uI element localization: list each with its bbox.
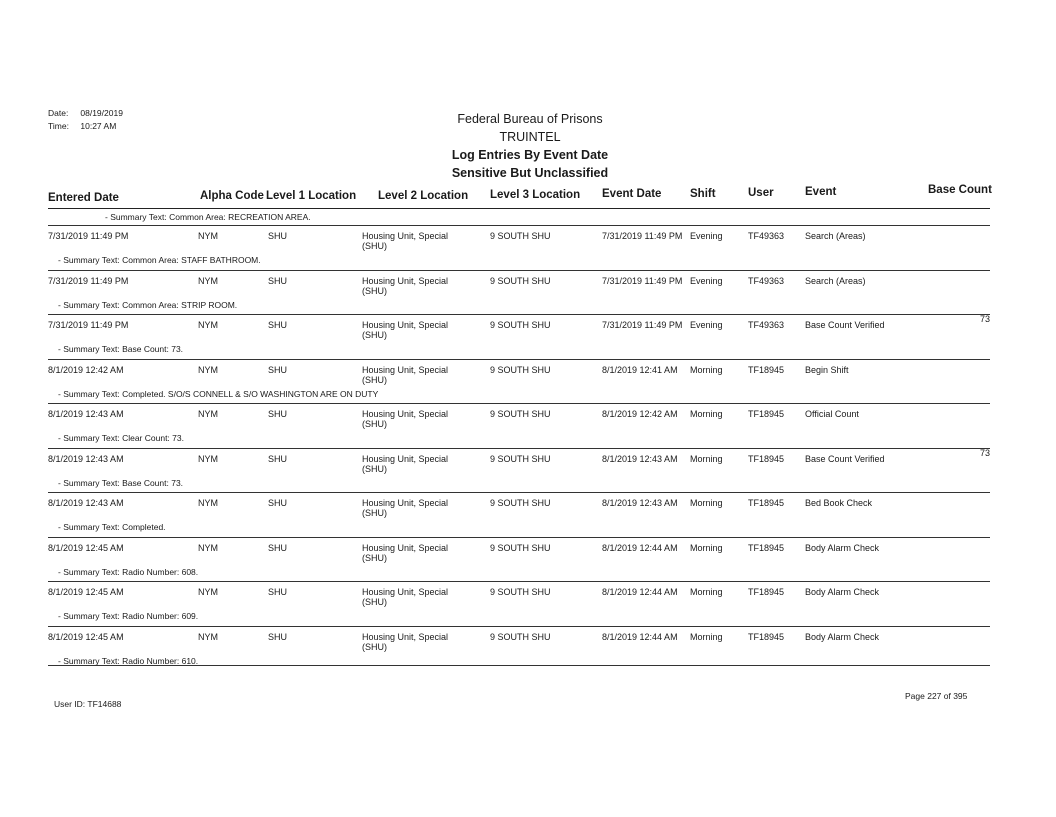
cell-level2-location: Housing Unit, Special (SHU) xyxy=(362,320,449,340)
cell-event: Body Alarm Check xyxy=(805,543,880,553)
table-row xyxy=(48,448,990,482)
col-alpha-code: Alpha Code xyxy=(200,190,264,202)
cell-event: Base Count Verified xyxy=(805,320,885,330)
cell-level3-location: 9 SOUTH SHU xyxy=(490,276,551,286)
cell-base-count: 73 xyxy=(979,314,990,324)
cell-level3-location: 9 SOUTH SHU xyxy=(490,632,551,642)
row-divider xyxy=(48,270,990,271)
time-value: 10:27 AM xyxy=(80,121,117,131)
cell-level3-location: 9 SOUTH SHU xyxy=(490,231,551,241)
date-label: Date: xyxy=(48,108,69,118)
cell-level1-location: SHU xyxy=(268,632,288,642)
cell-level2-location: Housing Unit, Special (SHU) xyxy=(362,276,449,296)
cell-entered-date: 8/1/2019 12:43 AM xyxy=(48,498,124,508)
summary-text: - Summary Text: Common Area: STRIP ROOM. xyxy=(58,300,238,310)
cell-alpha-code: NYM xyxy=(198,231,218,241)
cell-alpha-code: NYM xyxy=(198,276,218,286)
row-divider xyxy=(48,359,990,360)
cell-shift: Morning xyxy=(690,543,723,553)
title-report-name: Log Entries By Event Date xyxy=(451,148,609,162)
cell-shift: Morning xyxy=(690,498,723,508)
cell-level1-location: SHU xyxy=(268,587,288,597)
cell-base-count: 73 xyxy=(979,448,990,458)
row-divider xyxy=(48,448,990,449)
cell-alpha-code: NYM xyxy=(198,409,218,419)
summary-text: - Summary Text: Clear Count: 73. xyxy=(58,433,184,443)
cell-user: TF49363 xyxy=(748,231,785,241)
user-id-value: TF14688 xyxy=(87,699,122,709)
cell-entered-date: 7/31/2019 11:49 PM xyxy=(48,320,129,330)
cell-alpha-code: NYM xyxy=(198,320,218,330)
page-number: Page 227 of 395 xyxy=(905,691,968,701)
summary-text: - Summary Text: Completed. S/O/S CONNELL & S/O WASHINGTON ARE ON DUTY xyxy=(58,389,379,399)
summary-text: - Summary Text: Radio Number: 610. xyxy=(58,656,199,666)
cell-level1-location: SHU xyxy=(268,365,288,375)
summary-text: - Summary Text: Base Count: 73. xyxy=(58,478,184,488)
col-event-date: Event Date xyxy=(602,188,662,200)
cell-entered-date: 8/1/2019 12:42 AM xyxy=(48,365,124,375)
date-value: 08/19/2019 xyxy=(80,108,123,118)
table-header xyxy=(48,186,990,208)
cell-event-date: 8/1/2019 12:44 AM xyxy=(602,587,678,597)
row-divider xyxy=(48,581,990,582)
row-divider xyxy=(48,314,990,315)
cell-entered-date: 8/1/2019 12:43 AM xyxy=(48,454,124,464)
cell-event-date: 7/31/2019 11:49 PM xyxy=(602,320,683,330)
summary-text: - Summary Text: Base Count: 73. xyxy=(58,344,184,354)
cell-event-date: 7/31/2019 11:49 PM xyxy=(602,231,683,241)
table-row xyxy=(48,492,990,526)
table-end-divider xyxy=(48,665,990,666)
table-row xyxy=(48,626,990,660)
cell-alpha-code: NYM xyxy=(198,498,218,508)
cell-alpha-code: NYM xyxy=(198,587,218,597)
col-event: Event xyxy=(805,186,837,198)
table-row xyxy=(48,359,990,393)
cell-level1-location: SHU xyxy=(268,543,288,553)
cell-level3-location: 9 SOUTH SHU xyxy=(490,409,551,419)
row-divider xyxy=(48,626,990,627)
cell-shift: Evening xyxy=(690,276,723,286)
cell-event: Begin Shift xyxy=(805,365,849,375)
col-level3: Level 3 Location xyxy=(490,189,581,201)
cell-event-date: 8/1/2019 12:42 AM xyxy=(602,409,678,419)
row-divider xyxy=(48,492,990,493)
cell-event-date: 8/1/2019 12:44 AM xyxy=(602,632,678,642)
report-time xyxy=(48,121,116,131)
cell-alpha-code: NYM xyxy=(198,454,218,464)
cell-level3-location: 9 SOUTH SHU xyxy=(490,320,551,330)
table-row xyxy=(48,314,990,348)
col-level1: Level 1 Location xyxy=(266,190,357,202)
cell-level2-location: Housing Unit, Special (SHU) xyxy=(362,587,449,607)
cell-event-date: 8/1/2019 12:43 AM xyxy=(602,454,678,464)
table-row xyxy=(48,270,990,304)
row-divider xyxy=(48,537,990,538)
col-user: User xyxy=(748,187,774,199)
cell-user: TF18945 xyxy=(748,409,785,419)
cell-entered-date: 8/1/2019 12:45 AM xyxy=(48,587,124,597)
cell-event-date: 8/1/2019 12:41 AM xyxy=(602,365,678,375)
cell-event: Body Alarm Check xyxy=(805,587,880,597)
cell-alpha-code: NYM xyxy=(198,632,218,642)
cell-shift: Morning xyxy=(690,587,723,597)
cell-entered-date: 7/31/2019 11:49 PM xyxy=(48,276,129,286)
table-row xyxy=(48,537,990,571)
cell-user: TF18945 xyxy=(748,498,785,508)
cell-level3-location: 9 SOUTH SHU xyxy=(490,365,551,375)
cell-event: Search (Areas) xyxy=(805,231,866,241)
cell-user: TF18945 xyxy=(748,632,785,642)
cell-level1-location: SHU xyxy=(268,320,288,330)
cell-entered-date: 8/1/2019 12:45 AM xyxy=(48,543,124,553)
title-classification: Sensitive But Unclassified xyxy=(451,166,609,180)
cell-event: Official Count xyxy=(805,409,859,419)
cell-user: TF49363 xyxy=(748,320,785,330)
cell-level1-location: SHU xyxy=(268,231,288,241)
title-agency: Federal Bureau of Prisons xyxy=(457,112,603,126)
cell-alpha-code: NYM xyxy=(198,543,218,553)
cell-user: TF18945 xyxy=(748,587,785,597)
cell-entered-date: 7/31/2019 11:49 PM xyxy=(48,231,129,241)
cell-shift: Evening xyxy=(690,231,723,241)
cell-user: TF18945 xyxy=(748,365,785,375)
cell-level3-location: 9 SOUTH SHU xyxy=(490,454,551,464)
table-row xyxy=(48,581,990,615)
cell-level2-location: Housing Unit, Special (SHU) xyxy=(362,498,449,518)
cell-level2-location: Housing Unit, Special (SHU) xyxy=(362,454,449,474)
title-system: TRUINTEL xyxy=(499,130,561,144)
summary-text-first: - Summary Text: Common Area: RECREATION AREA. xyxy=(105,212,311,222)
cell-entered-date: 8/1/2019 12:43 AM xyxy=(48,409,124,419)
summary-text: - Summary Text: Completed. xyxy=(58,522,166,532)
cell-level3-location: 9 SOUTH SHU xyxy=(490,498,551,508)
cell-level2-location: Housing Unit, Special (SHU) xyxy=(362,543,449,563)
cell-shift: Morning xyxy=(690,632,723,642)
cell-level2-location: Housing Unit, Special (SHU) xyxy=(362,632,449,652)
cell-level2-location: Housing Unit, Special (SHU) xyxy=(362,365,449,385)
cell-level2-location: Housing Unit, Special (SHU) xyxy=(362,231,449,251)
cell-user: TF18945 xyxy=(748,454,785,464)
header-divider xyxy=(48,208,990,209)
cell-level2-location: Housing Unit, Special (SHU) xyxy=(362,409,449,429)
cell-shift: Morning xyxy=(690,454,723,464)
cell-level1-location: SHU xyxy=(268,498,288,508)
cell-event: Base Count Verified xyxy=(805,454,885,464)
cell-level3-location: 9 SOUTH SHU xyxy=(490,543,551,553)
cell-event-date: 7/31/2019 11:49 PM xyxy=(602,276,683,286)
report-date xyxy=(48,108,123,118)
user-id-label: User ID: xyxy=(54,699,86,709)
cell-event-date: 8/1/2019 12:43 AM xyxy=(602,498,678,508)
row-divider xyxy=(48,403,990,404)
summary-text: - Summary Text: Radio Number: 609. xyxy=(58,611,199,621)
cell-level1-location: SHU xyxy=(268,409,288,419)
table-row xyxy=(48,225,990,259)
report-title xyxy=(380,110,680,182)
summary-text: - Summary Text: Radio Number: 608. xyxy=(58,567,199,577)
col-entered-date: Entered Date xyxy=(48,192,119,204)
cell-shift: Morning xyxy=(690,409,723,419)
cell-user: TF18945 xyxy=(748,543,785,553)
cell-level1-location: SHU xyxy=(268,276,288,286)
col-base-count: Base Count xyxy=(928,184,992,196)
col-shift: Shift xyxy=(690,188,716,200)
cell-entered-date: 8/1/2019 12:45 AM xyxy=(48,632,124,642)
cell-event: Search (Areas) xyxy=(805,276,866,286)
cell-shift: Evening xyxy=(690,320,723,330)
summary-text: - Summary Text: Common Area: STAFF BATHROOM. xyxy=(58,255,261,265)
cell-alpha-code: NYM xyxy=(198,365,218,375)
col-level2: Level 2 Location xyxy=(378,190,469,202)
footer-user-id xyxy=(54,699,121,709)
time-label: Time: xyxy=(48,121,69,131)
table-row xyxy=(48,403,990,437)
cell-user: TF49363 xyxy=(748,276,785,286)
cell-event-date: 8/1/2019 12:44 AM xyxy=(602,543,678,553)
cell-shift: Morning xyxy=(690,365,723,375)
row-divider xyxy=(48,225,990,226)
cell-level3-location: 9 SOUTH SHU xyxy=(490,587,551,597)
cell-event: Bed Book Check xyxy=(805,498,873,508)
cell-level1-location: SHU xyxy=(268,454,288,464)
cell-event: Body Alarm Check xyxy=(805,632,880,642)
